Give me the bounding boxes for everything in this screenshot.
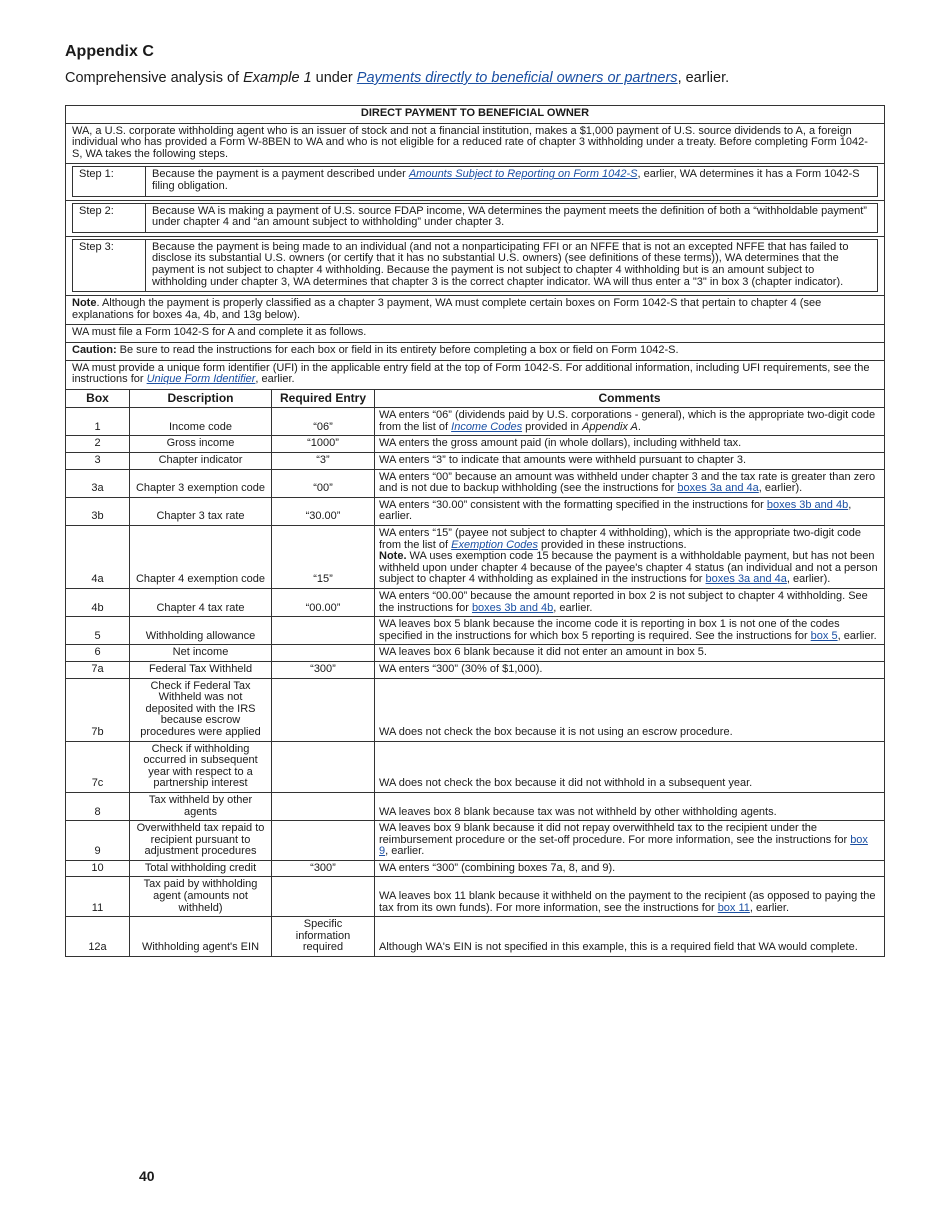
amounts-subject-link[interactable]: Amounts Subject to Reporting on Form 1042-S <box>408 168 638 181</box>
box-number: 6 <box>66 645 130 662</box>
comment-text: , earlier. <box>749 901 790 914</box>
appendix-heading: Appendix C <box>65 43 154 60</box>
comment: WA enters the gross amount paid (in whole dollars), including withheld tax. <box>375 436 885 453</box>
required-entry <box>272 877 375 917</box>
table-row <box>66 469 885 497</box>
box-description: Income code <box>130 408 272 436</box>
box-description: Total withholding credit <box>130 860 272 877</box>
table-row <box>66 497 885 525</box>
caution-text <box>66 342 885 360</box>
note-body: . Although the payment is properly classified as a chapter 3 payment, WA must complete certain boxes on Form 1042-S that pertain to chapter 4 (see explanations for boxes 4a, 4b, and 13g below). <box>72 297 822 321</box>
table-row <box>66 792 885 820</box>
box-number: 8 <box>66 792 130 820</box>
comment-text: , earlier. <box>553 601 593 614</box>
comment-note-label: Note. <box>379 550 407 563</box>
table-row <box>66 589 885 617</box>
required-entry: “3” <box>272 453 375 470</box>
comment-italic: Appendix A <box>582 420 638 433</box>
comment: WA enters “3” to indicate that amounts were withheld pursuant to chapter 3. <box>375 453 885 470</box>
step-text: Because WA is making a payment of U.S. source FDAP income, WA determines the payment meets the definition of both a “withholdable payment” under chapter 4 and “an amount subject to withholding” under chapter 3. <box>146 203 878 232</box>
step-label: Step 2: <box>73 203 146 232</box>
box-description: Chapter 4 tax rate <box>130 589 272 617</box>
table-row <box>66 821 885 861</box>
col-required-entry-header: Required Entry <box>272 389 375 408</box>
required-entry <box>272 792 375 820</box>
table-row <box>66 526 885 589</box>
intro-post: , earlier. <box>677 70 730 86</box>
box-number: 3a <box>66 469 130 497</box>
comment <box>375 497 885 525</box>
box-description: Net income <box>130 645 272 662</box>
page-number: 40 <box>139 1168 155 1184</box>
example-box <box>65 105 885 957</box>
comment-text: WA leaves box 11 blank because it withheld on the payment to the recipient (as opposed to paying the tax from its own funds). For more information, see the instructions for <box>379 890 876 914</box>
comment-text: provided in these instructions. <box>537 538 687 551</box>
comment: WA leaves box 8 blank because tax was not withheld by other withholding agents. <box>375 792 885 820</box>
box-number: 7a <box>66 661 130 678</box>
required-entry: “300” <box>272 661 375 678</box>
col-comments-header: Comments <box>375 389 885 408</box>
explanation-table <box>65 105 885 390</box>
box-number: 5 <box>66 617 130 645</box>
col-box-header: Box <box>66 389 130 408</box>
note-text <box>66 296 885 325</box>
step-text-pre: Because the payment is a payment described under <box>152 168 409 181</box>
box-number: 7b <box>66 678 130 741</box>
table-row <box>66 741 885 792</box>
step-label: Step 3: <box>73 239 146 291</box>
table-row <box>66 408 885 436</box>
instructions-link[interactable]: box 9 <box>379 833 868 858</box>
caution-body: Be sure to read the instructions for each box or field in its entirety before completing a box or field on Form 1042-S. <box>116 343 679 356</box>
payments-link[interactable]: Payments directly to beneficial owners or partners <box>356 70 678 86</box>
must-file-text: WA must file a Form 1042-S for A and complete it as follows. <box>66 325 885 343</box>
box-number: 12a <box>66 917 130 957</box>
box-number: 1 <box>66 408 130 436</box>
step-row <box>66 236 885 295</box>
instructions-link[interactable]: boxes 3a and 4a <box>677 482 759 495</box>
box-description: Federal Tax Withheld <box>130 661 272 678</box>
comment: WA does not check the box because it is not using an escrow procedure. <box>375 678 885 741</box>
comment <box>375 877 885 917</box>
box-number: 3 <box>66 453 130 470</box>
intro-example: Example 1 <box>243 70 312 86</box>
box-description: Chapter 4 exemption code <box>130 526 272 589</box>
box-description: Chapter 3 exemption code <box>130 469 272 497</box>
step-row <box>66 164 885 200</box>
table-row <box>66 453 885 470</box>
box-description: Chapter 3 tax rate <box>130 497 272 525</box>
comment-text: , earlier). <box>786 573 831 586</box>
step-text-post: , earlier, WA determines it has a Form 1042-S filing obligation. <box>152 168 860 192</box>
comment: WA enters “300” (30% of $1,000). <box>375 661 885 678</box>
box-description: Check if withholding occurred in subsequent year with respect to a partnership interest <box>130 741 272 792</box>
step-label: Step 1: <box>73 167 146 196</box>
table-row <box>66 917 885 957</box>
comment-text: WA enters “15” (payee not subject to chapter 4 withholding), which is the appropriate two-digit code from the list of <box>379 527 862 551</box>
table-row <box>66 877 885 917</box>
box-number: 4b <box>66 589 130 617</box>
comment-text: WA leaves box 5 blank because the income code it is reporting in box 1 is not one of the codes specified in the instructions for which box 5 reporting is required. See the instructions for <box>379 618 840 642</box>
comment-text: WA enters “00.00” because the amount reported in box 2 is not subject to chapter 4 withholding. See the instructions for <box>379 590 868 614</box>
intro-mid: under <box>311 70 357 86</box>
box-description: Check if Federal Tax Withheld was not deposited with the IRS because escrow procedures were applied <box>130 678 272 741</box>
comment-text: WA enters “06” (dividends paid by U.S. corporations - general), which is the appropriate two-digit code from the list of <box>379 409 876 433</box>
table-row <box>66 678 885 741</box>
comment-text: , earlier). <box>758 482 803 495</box>
comment <box>375 617 885 645</box>
comment-text: WA enters “30.00” consistent with the formatting specified in the instructions for <box>379 498 767 511</box>
note-label: Note <box>72 297 97 310</box>
step-row <box>66 200 885 236</box>
box-description: Withholding allowance <box>130 617 272 645</box>
required-entry: Specific information required <box>272 917 375 957</box>
table-row <box>66 617 885 645</box>
table-row <box>66 661 885 678</box>
instructions-link[interactable]: Exemption Codes <box>451 538 538 551</box>
step-text: Because the payment is being made to an individual (and not a nonparticipating FFI or an NFFE that is not an excepted NFFE that has failed to disclose its substantial U.S. owners (or certify that it has no substantial U.S. owners) (see definitions of these terms)), WA determines that the payment is not subject to chapter 4 withholding. Because the payment is not subject to chapter 4 withholding but is an amount subject to withholding under chapter 3, WA determines that chapter 3 is the correct chapter indicator. WA will thus enter a "3" in box 3 (chapter indicator). <box>146 239 878 291</box>
unique-form-identifier-link[interactable]: Unique Form Identifier <box>146 373 256 386</box>
step-text <box>146 167 878 196</box>
instructions-link[interactable]: box 5 <box>810 629 838 642</box>
intro-pre: Comprehensive analysis of <box>65 70 244 86</box>
required-entry <box>272 821 375 861</box>
required-entry: “300” <box>272 860 375 877</box>
box-number: 3b <box>66 497 130 525</box>
comment: WA enters “300” (combining boxes 7a, 8, and 9). <box>375 860 885 877</box>
box-description: Chapter indicator <box>130 453 272 470</box>
comment-text: , earlier. <box>385 845 425 858</box>
box-description: Tax withheld by other agents <box>130 792 272 820</box>
ufi-text <box>66 360 885 389</box>
box-number: 2 <box>66 436 130 453</box>
instructions-link[interactable]: boxes 3a and 4a <box>705 573 787 586</box>
intro-paragraph <box>65 70 729 86</box>
required-entry <box>272 678 375 741</box>
box-number: 4a <box>66 526 130 589</box>
comment-text: , earlier. <box>379 498 852 523</box>
required-entry <box>272 741 375 792</box>
required-entry <box>272 645 375 662</box>
box-description: Withholding agent's EIN <box>130 917 272 957</box>
comment-text: WA enters “00” because an amount was withheld under chapter 3 and the tax rate is greater than zero and is not due to backup withholding (see the instructions for <box>379 470 876 495</box>
instructions-link[interactable]: boxes 3b and 4b <box>471 601 554 614</box>
comment-text: WA leaves box 9 blank because it did not repay overwithheld tax to the recipient under the reimbursement procedure or the set-off procedure. For more information, see the instructions for <box>379 822 851 846</box>
ufi-post: , earlier. <box>255 373 295 386</box>
required-entry: “06” <box>272 408 375 436</box>
comment <box>375 821 885 861</box>
required-entry: “30.00” <box>272 497 375 525</box>
box-number: 10 <box>66 860 130 877</box>
table-row <box>66 860 885 877</box>
comment-text: , earlier. <box>837 629 877 642</box>
comment: WA leaves box 6 blank because it did not enter an amount in box 5. <box>375 645 885 662</box>
required-entry: “1000” <box>272 436 375 453</box>
table-row <box>66 436 885 453</box>
box-description: Overwithheld tax repaid to recipient pursuant to adjustment procedures <box>130 821 272 861</box>
ufi-pre: WA must provide a unique form identifier (UFI) in the applicable entry field at the top of Form 1042-S. For additional information, including UFI requirements, see the instructions for <box>72 361 870 386</box>
table-header: DIRECT PAYMENT TO BENEFICIAL OWNER <box>66 106 885 124</box>
instructions-link[interactable]: box 11 <box>717 901 750 914</box>
box-description: Gross income <box>130 436 272 453</box>
instructions-link[interactable]: boxes 3b and 4b <box>766 498 849 511</box>
col-description-header: Description <box>130 389 272 408</box>
instructions-link[interactable]: Income Codes <box>451 420 523 433</box>
required-entry: “15” <box>272 526 375 589</box>
required-entry <box>272 617 375 645</box>
comment: Although WA's EIN is not specified in this example, this is a required field that WA would complete. <box>375 917 885 957</box>
comment: WA does not check the box because it did not withhold in a subsequent year. <box>375 741 885 792</box>
required-entry: “00.00” <box>272 589 375 617</box>
comment-text: . <box>637 420 641 433</box>
required-entry: “00” <box>272 469 375 497</box>
box-description: Tax paid by withholding agent (amounts not withheld) <box>130 877 272 917</box>
overview-text: WA, a U.S. corporate withholding agent who is an issuer of stock and not a financial institution, makes a $1,000 payment of U.S. source dividends to A, a foreign individual who has provided a Form W-8BEN to WA and who is not eligible for a reduced rate of chapter 3 withholding under a treaty. Before completing Form 1042-S, WA takes the following steps. <box>66 123 885 164</box>
comment-text: WA uses exemption code 15 because the payment is a withholdable payment, but has not been withheld upon under chapter 4 because of the payee's chapter 4 status (an individual and not a person subject to chapter 4 withholding as explained in the instructions for <box>379 550 878 586</box>
comment <box>375 526 885 589</box>
box-entries-table <box>65 389 885 957</box>
caution-label: Caution: <box>72 343 117 356</box>
comment <box>375 469 885 497</box>
comment <box>375 408 885 436</box>
table-row <box>66 645 885 662</box>
comment-text: provided in <box>522 420 583 433</box>
box-number: 11 <box>66 877 130 917</box>
comment <box>375 589 885 617</box>
box-number: 9 <box>66 821 130 861</box>
box-number: 7c <box>66 741 130 792</box>
